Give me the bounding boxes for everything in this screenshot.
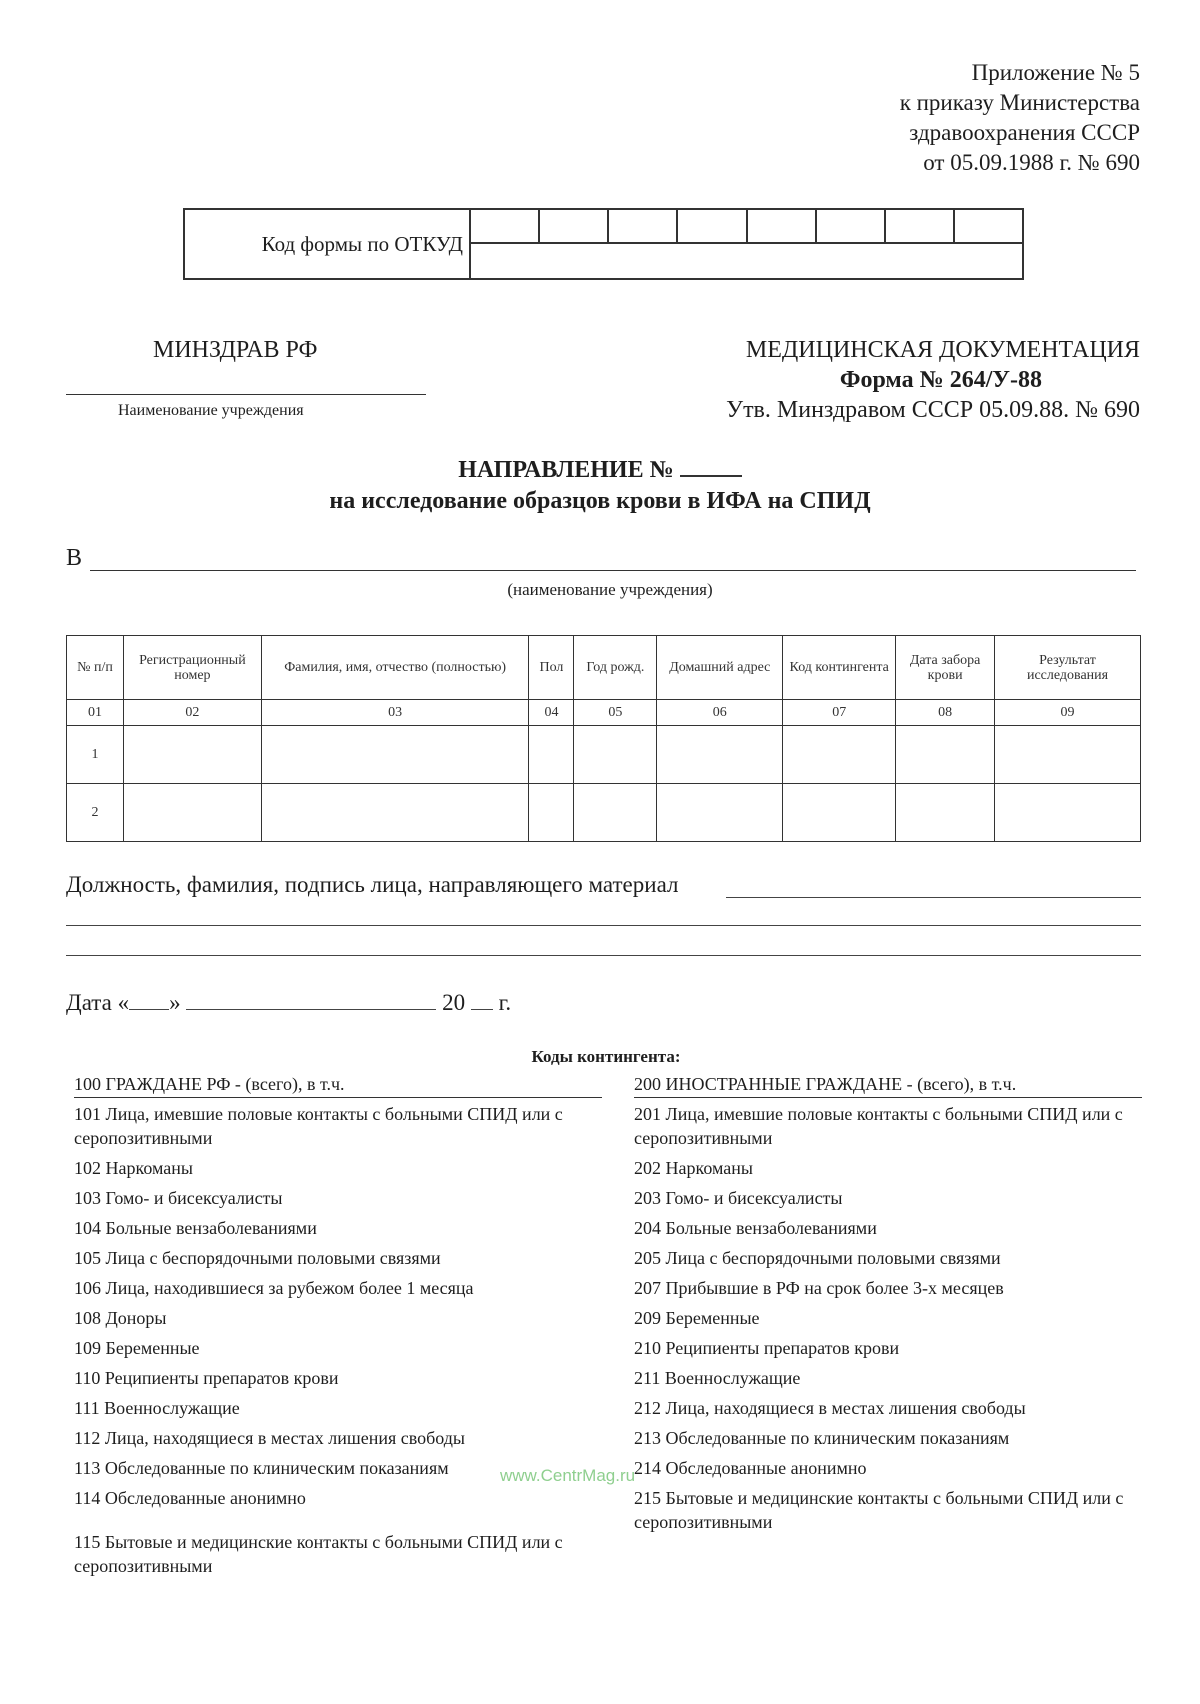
table-cell[interactable] <box>261 784 529 842</box>
table-cell[interactable] <box>657 784 783 842</box>
date-quote-close: » <box>169 990 181 1015</box>
appendix-block <box>900 58 1140 178</box>
contingent-code-item: 111 Военнослужащие <box>74 1398 240 1418</box>
table-cell[interactable] <box>574 784 657 842</box>
medical-documentation-block <box>726 335 1140 425</box>
okud-code-cells <box>471 210 1022 244</box>
table-cell[interactable] <box>783 784 896 842</box>
recipient-caption: (наименование учреждения) <box>507 580 713 599</box>
column-code: 05 <box>574 700 657 726</box>
table-cell[interactable] <box>574 726 657 784</box>
table-cell[interactable] <box>995 784 1141 842</box>
contingent-code-item: 115 Бытовые и медицинские контакты с больными СПИД или с серопозитивными <box>74 1532 563 1576</box>
okud-cell[interactable] <box>886 210 955 242</box>
table-cell[interactable] <box>896 726 995 784</box>
recipient-field[interactable] <box>90 570 1136 571</box>
contingent-code-item: 203 Гомо- и бисексуалисты <box>634 1188 843 1208</box>
table-cell[interactable] <box>123 784 261 842</box>
contingent-code-item: 214 Обследованные анонимно <box>634 1458 867 1478</box>
contingent-code-item: 104 Больные вензаболеваниями <box>74 1218 317 1238</box>
table-cell[interactable] <box>657 726 783 784</box>
contingent-code-item: 112 Лица, находящиеся в местах лишения свободы <box>74 1428 466 1448</box>
signature-field-line[interactable] <box>66 955 1141 956</box>
table-cell[interactable] <box>529 726 574 784</box>
date-line <box>66 990 511 1016</box>
column-header: Пол <box>529 636 574 700</box>
table-row <box>67 726 1141 784</box>
column-code: 09 <box>995 700 1141 726</box>
column-header: Дата забора крови <box>896 636 995 700</box>
date-year-prefix: 20 <box>442 990 466 1015</box>
med-doc-heading: МЕДИЦИНСКАЯ ДОКУМЕНТАЦИЯ <box>745 337 1140 363</box>
table-cell[interactable] <box>896 784 995 842</box>
column-header: Фамилия, имя, отчество (полностью) <box>261 636 529 700</box>
contingent-codes-title: Коды контингента: <box>531 1047 681 1066</box>
contingent-right-column <box>634 1072 1142 1540</box>
okud-cell[interactable] <box>678 210 747 242</box>
contingent-group-header: 200 ИНОСТРАННЫЕ ГРАЖДАНЕ - (всего), в т.ч. <box>634 1072 1142 1098</box>
table-cell[interactable] <box>261 726 529 784</box>
ministry-name: МИНЗДРАВ РФ <box>153 337 318 363</box>
column-header: Результат исследования <box>995 636 1141 700</box>
column-header: № п/п <box>67 636 124 700</box>
recipient-prefix: В <box>66 545 83 571</box>
column-code: 03 <box>261 700 529 726</box>
date-day-field[interactable] <box>129 992 169 1010</box>
institution-name-field[interactable] <box>66 394 426 395</box>
signature-field-line[interactable] <box>66 925 1141 926</box>
appendix-line: от 05.09.1988 г. № 690 <box>923 150 1140 175</box>
contingent-code-item: 209 Беременные <box>634 1308 760 1328</box>
okud-cell[interactable] <box>817 210 886 242</box>
contingent-group-header: 100 ГРАЖДАНЕ РФ - (всего), в т.ч. <box>74 1072 602 1098</box>
okud-cell[interactable] <box>471 210 540 242</box>
contingent-code-item: 205 Лица с беспорядочными половыми связями <box>634 1248 1001 1268</box>
contingent-code-item: 211 Военнослужащие <box>634 1368 801 1388</box>
document-title <box>0 455 1200 517</box>
contingent-code-item: 207 Прибывшие в РФ на срок более 3-х месяцев <box>634 1278 1004 1298</box>
row-number: 1 <box>67 726 124 784</box>
contingent-code-item: 101 Лица, имевшие половые контакты с больными СПИД или с серопозитивными <box>74 1104 563 1148</box>
appendix-line: к приказу Министерства <box>899 90 1140 115</box>
contingent-code-item: 213 Обследованные по клиническим показаниям <box>634 1428 1010 1448</box>
row-number: 2 <box>67 784 124 842</box>
contingent-code-item: 113 Обследованные по клиническим показаниям <box>74 1458 449 1478</box>
contingent-code-item: 202 Наркоманы <box>634 1158 753 1178</box>
contingent-code-item: 110 Реципиенты препаратов крови <box>74 1368 339 1388</box>
approval-line: Утв. Минздравом СССР 05.09.88. № 690 <box>726 397 1140 423</box>
table-cell[interactable] <box>995 726 1141 784</box>
table-header-row <box>67 636 1141 700</box>
okud-cell[interactable] <box>748 210 817 242</box>
okud-code-box <box>183 208 1024 280</box>
watermark: www.CentrMag.ru <box>500 1466 636 1485</box>
okud-cell[interactable] <box>955 210 1022 242</box>
title-subtitle: на исследование образцов крови в ИФА на СПИД <box>329 488 871 514</box>
column-code: 02 <box>123 700 261 726</box>
samples-table <box>66 635 1141 842</box>
okud-cell[interactable] <box>540 210 609 242</box>
date-month-field[interactable] <box>186 992 436 1010</box>
contingent-code-item: 105 Лица с беспорядочными половыми связями <box>74 1248 441 1268</box>
column-header: Год рожд. <box>574 636 657 700</box>
table-cell[interactable] <box>529 784 574 842</box>
contingent-code-item: 201 Лица, имевшие половые контакты с больными СПИД или с серопозитивными <box>634 1104 1123 1148</box>
contingent-code-item: 103 Гомо- и бисексуалисты <box>74 1188 283 1208</box>
contingent-code-item: 212 Лица, находящиеся в местах лишения свободы <box>634 1398 1026 1418</box>
column-header: Домашний адрес <box>657 636 783 700</box>
column-code: 07 <box>783 700 896 726</box>
okud-cell[interactable] <box>609 210 678 242</box>
column-header: Регистрационный номер <box>123 636 261 700</box>
institution-caption: Наименование учреждения <box>118 402 304 419</box>
signature-field[interactable] <box>726 897 1141 898</box>
date-year-field[interactable] <box>471 992 493 1010</box>
contingent-code-item: 106 Лица, находившиеся за рубежом более 1 месяца <box>74 1278 474 1298</box>
referral-number-field[interactable] <box>680 457 742 477</box>
table-row <box>67 784 1141 842</box>
column-code: 01 <box>67 700 124 726</box>
okud-label: Код формы по ОТКУД <box>185 210 471 278</box>
table-cell[interactable] <box>783 726 896 784</box>
appendix-line: Приложение № 5 <box>971 60 1140 85</box>
column-code: 08 <box>896 700 995 726</box>
column-code: 06 <box>657 700 783 726</box>
contingent-code-item: 114 Обследованные анонимно <box>74 1488 306 1508</box>
contingent-code-item: 204 Больные вензаболеваниями <box>634 1218 877 1238</box>
column-code: 04 <box>529 700 574 726</box>
date-label: Дата « <box>66 990 130 1015</box>
contingent-code-item: 215 Бытовые и медицинские контакты с больными СПИД или с серопозитивными <box>634 1488 1124 1532</box>
column-header: Код контингента <box>783 636 896 700</box>
column-codes-row <box>67 700 1141 726</box>
title-main: НАПРАВЛЕНИЕ № <box>458 457 674 483</box>
contingent-code-item: 210 Реципиенты препаратов крови <box>634 1338 900 1358</box>
contingent-code-item: 102 Наркоманы <box>74 1158 193 1178</box>
signature-label: Должность, фамилия, подпись лица, направляющего материал <box>66 872 679 897</box>
date-suffix: г. <box>498 990 512 1015</box>
table-cell[interactable] <box>123 726 261 784</box>
form-number: Форма № 264/У-88 <box>839 367 1042 393</box>
appendix-line: здравоохранения СССР <box>909 120 1140 145</box>
contingent-code-item: 109 Беременные <box>74 1338 200 1358</box>
contingent-code-item: 108 Доноры <box>74 1308 167 1328</box>
contingent-left-column <box>74 1072 602 1584</box>
